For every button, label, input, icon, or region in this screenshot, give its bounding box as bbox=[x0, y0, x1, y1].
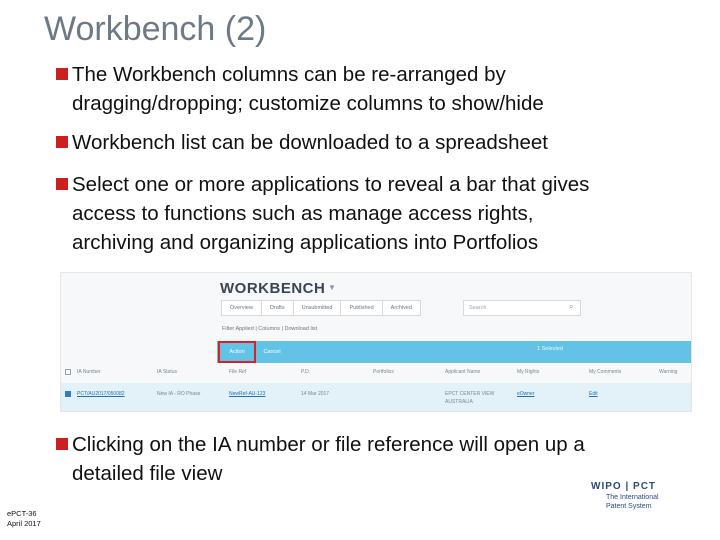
row-checkbox[interactable] bbox=[65, 391, 71, 397]
bullet-text: access to functions such as manage access rights, bbox=[72, 202, 534, 225]
search-icon[interactable]: ⌕ bbox=[569, 302, 574, 311]
workbench-title[interactable]: WORKBENCH bbox=[220, 280, 326, 297]
priority-date: 14 Mar 2017 bbox=[301, 391, 330, 397]
bullet-text: Workbench list can be downloaded to a spreadsheet bbox=[72, 131, 548, 154]
tab-unsubmitted[interactable]: Unsubmitted bbox=[293, 300, 342, 316]
slide-date: April 2017 bbox=[7, 519, 41, 528]
workbench-tabs bbox=[221, 300, 420, 316]
bullet-item bbox=[46, 170, 589, 257]
column-header[interactable]: My Rights bbox=[517, 369, 540, 375]
column-header[interactable]: IA Number bbox=[77, 369, 101, 375]
bullet-item bbox=[46, 128, 548, 157]
slide-footer bbox=[7, 509, 41, 529]
column-header[interactable]: Applicant Name bbox=[445, 369, 481, 375]
bullet-text: Clicking on the IA number or file reference will open up a bbox=[72, 433, 585, 456]
ia-number-link[interactable]: PCT/AU2017/050082 bbox=[77, 391, 125, 397]
selection-action-bar bbox=[217, 341, 691, 363]
logo-subtitle-line: Patent System bbox=[606, 503, 652, 510]
comments-edit-link[interactable]: Edit bbox=[589, 391, 598, 397]
column-header[interactable]: Warning bbox=[659, 369, 678, 375]
bullet-text: archiving and organizing applications into Portfolios bbox=[72, 231, 539, 254]
workbench-links[interactable]: Filter Applied | Columns | Download list bbox=[222, 326, 318, 332]
selected-count: 1 Selected bbox=[537, 346, 563, 352]
table-row[interactable] bbox=[61, 383, 691, 411]
cancel-button[interactable]: Cancel bbox=[263, 349, 281, 355]
slide-code: ePCT-36 bbox=[7, 509, 37, 518]
bullet-square-icon bbox=[56, 68, 68, 80]
action-button[interactable]: Action bbox=[218, 341, 256, 363]
bullet-text: The Workbench columns can be re-arranged by bbox=[72, 63, 506, 86]
bullet-text: detailed file view bbox=[72, 462, 223, 485]
column-header[interactable]: P.D. bbox=[301, 369, 311, 375]
slide-title: Workbench (2) bbox=[44, 10, 267, 48]
select-all-checkbox[interactable] bbox=[65, 369, 71, 375]
file-ref-link[interactable]: NewRef-AU-123 bbox=[229, 391, 266, 397]
bullet-text: Select one or more applications to reveal a bar that gives bbox=[72, 173, 590, 196]
bullet-item bbox=[46, 60, 544, 118]
bullet-square-icon bbox=[56, 178, 68, 190]
bullet-text: dragging/dropping; customize columns to show/hide bbox=[72, 92, 544, 115]
logo-subtitle bbox=[606, 493, 659, 511]
search-input[interactable]: Search bbox=[463, 300, 581, 316]
tab-drafts[interactable]: Drafts bbox=[261, 300, 294, 316]
bullet-square-icon bbox=[56, 136, 68, 148]
column-header[interactable]: File Ref bbox=[229, 369, 247, 375]
wipo-pct-logo: WIPO | PCT bbox=[591, 481, 657, 492]
tab-overview[interactable]: Overview bbox=[221, 300, 262, 316]
applicant-name: EPCT CENTER VIEW bbox=[445, 391, 495, 397]
column-header[interactable]: Portfolios bbox=[373, 369, 394, 375]
column-header[interactable]: IA Status bbox=[157, 369, 178, 375]
column-header[interactable]: My Comments bbox=[589, 369, 622, 375]
ia-status: New IA - RO Phase bbox=[157, 391, 201, 397]
bullet-item bbox=[46, 430, 585, 488]
chevron-down-icon[interactable]: ▼ bbox=[328, 283, 336, 292]
workbench-screenshot bbox=[60, 272, 692, 412]
my-rights-link[interactable]: eOwner bbox=[517, 391, 535, 397]
applicant-country: AUSTRALIA bbox=[445, 399, 473, 405]
bullet-square-icon bbox=[56, 438, 68, 450]
tab-archived[interactable]: Archived bbox=[382, 300, 421, 316]
tab-published[interactable]: Published bbox=[340, 300, 382, 316]
table-header bbox=[61, 366, 691, 378]
logo-subtitle-line: The International bbox=[606, 494, 659, 501]
